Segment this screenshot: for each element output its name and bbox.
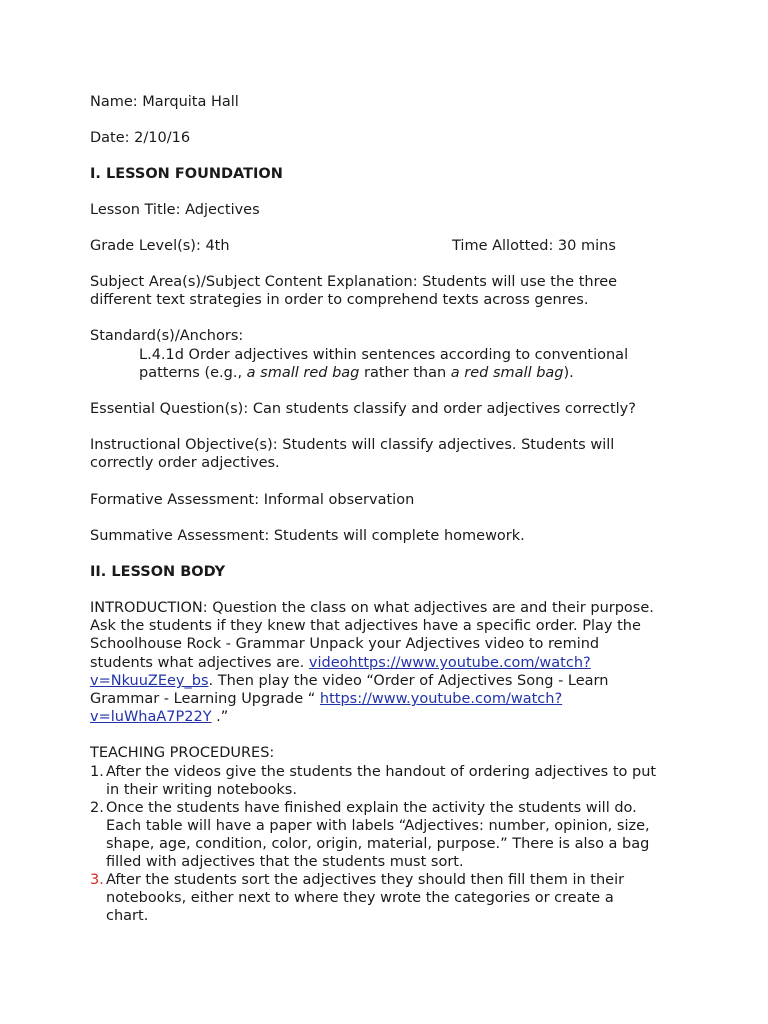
standard-line-1: L.4.1d Order adjectives within sentences according to conventional [139, 347, 629, 363]
introduction-line-4 [90, 654, 591, 672]
video-link-1-part-1[interactable]: videohttps://www.youtube.com/watch? [308, 655, 591, 671]
instructional-objective-line-2: correctly order adjectives. [90, 455, 280, 471]
procedure-2-number: 2. [90, 800, 104, 816]
introduction-line-4-text: students what adjectives are. [90, 655, 309, 671]
introduction-line-6-text: Grammar - Learning Upgrade “ [90, 691, 320, 707]
summative-assessment: Summative Assessment: Students will complete homework. [90, 528, 525, 544]
introduction-line-5 [90, 672, 608, 690]
standard-example-2: a red small bag [450, 365, 564, 381]
procedure-2-line-1: Once the students have finished explain the activity the students will do. [106, 800, 637, 816]
procedure-3-line-1: After the students sort the adjectives they should then fill them in their [106, 872, 625, 888]
grade-level: Grade Level(s): 4th [90, 238, 230, 254]
standard-example-1: a small red bag [246, 365, 360, 381]
procedure-2-line-3: shape, age, condition, color, origin, material, purpose.” There is also a bag [106, 836, 650, 852]
teaching-procedures-label: TEACHING PROCEDURES: [90, 745, 275, 761]
section-heading-foundation: I. LESSON FOUNDATION [90, 166, 283, 182]
formative-assessment: Formative Assessment: Informal observation [90, 492, 415, 508]
instructional-objective-line-1: Instructional Objective(s): Students will classify adjectives. Students will [90, 437, 615, 453]
procedure-2-line-4: filled with adjectives that the students must sort. [106, 854, 464, 870]
introduction-line-6 [90, 690, 562, 708]
procedure-1-line-1: After the videos give the students the handout of ordering adjectives to put [106, 764, 657, 780]
introduction-line-7-text: .” [211, 709, 229, 725]
lesson-title: Lesson Title: Adjectives [90, 202, 260, 218]
time-allotted: Time Allotted: 30 mins [452, 238, 616, 254]
standard-line-2-post: ). [563, 365, 574, 381]
introduction-line-5-text: . Then play the video “Order of Adjectives Song - Learn [208, 673, 609, 689]
procedure-1-line-2: in their writing notebooks. [106, 782, 297, 798]
section-heading-body: II. LESSON BODY [90, 564, 226, 580]
video-link-2-part-1[interactable]: https://www.youtube.com/watch? [319, 691, 563, 707]
date-line: Date: 2/10/16 [90, 130, 191, 146]
video-link-1-part-2[interactable]: v=NkuuZEey_bs [90, 673, 209, 689]
procedure-3-line-3: chart. [106, 908, 149, 924]
introduction-line-1: INTRODUCTION: Question the class on what adjectives are and their purpose. [90, 600, 654, 616]
procedure-3-line-2: notebooks, either next to where they wrote the categories or create a [106, 890, 614, 906]
procedure-3-number: 3. [90, 872, 104, 888]
subject-area-line-2: different text strategies in order to comprehend texts across genres. [90, 292, 589, 308]
name-line: Name: Marquita Hall [90, 94, 239, 110]
standard-line-2-pre: patterns (e.g., [139, 365, 247, 381]
subject-area-line-1: Subject Area(s)/Subject Content Explanation: Students will use the three [90, 274, 618, 290]
introduction-line-3: Schoolhouse Rock - Grammar Unpack your Adjectives video to remind [90, 636, 600, 652]
video-link-2-part-2[interactable]: v=luWhaA7P22Y [90, 709, 212, 725]
standard-line-2 [139, 364, 574, 382]
essential-question: Essential Question(s): Can students classify and order adjectives correctly? [90, 401, 636, 417]
standards-label: Standard(s)/Anchors: [90, 328, 244, 344]
standard-line-2-mid: rather than [359, 365, 451, 381]
introduction-line-2: Ask the students if they knew that adjectives have a specific order. Play the [90, 618, 641, 634]
procedure-1-number: 1. [90, 764, 104, 780]
procedure-2-line-2: Each table will have a paper with labels “Adjectives: number, opinion, size, [106, 818, 650, 834]
introduction-line-7 [90, 708, 228, 726]
